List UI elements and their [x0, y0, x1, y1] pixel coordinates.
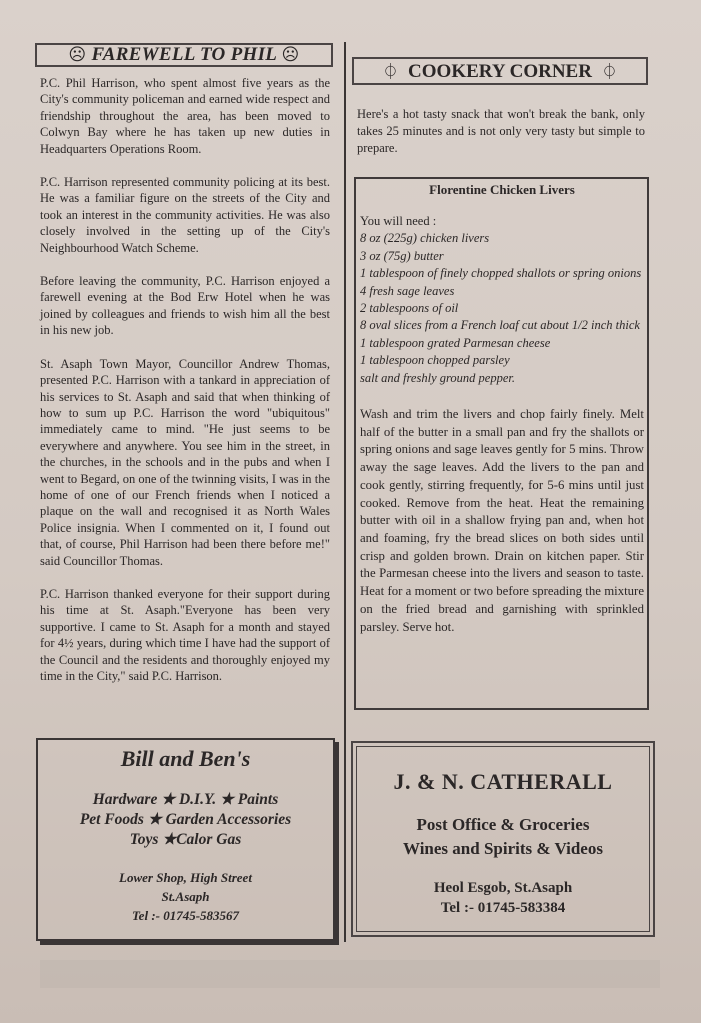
address-line: St.Asaph	[161, 889, 210, 904]
ingredient: 2 tablespoons of oil	[360, 301, 459, 316]
phone-line: Tel :- 01745-583384	[440, 900, 566, 916]
recipe-title: Florentine Chicken Livers	[429, 182, 575, 197]
service-line: Toys ★Calor Gas	[129, 831, 242, 848]
sad-face-icon: ☹	[281, 45, 300, 64]
ingredients-label: You will need :	[360, 214, 437, 228]
address-line: Heol Esgob, St.Asaph	[433, 880, 573, 896]
farewell-article	[40, 75, 330, 701]
ingredient: 8 oz (225g) chicken livers	[360, 231, 490, 246]
advert-services	[38, 790, 333, 850]
address-line: Lower Shop, High Street	[119, 870, 252, 885]
ingredient: 3 oz (75g) butter	[360, 248, 444, 263]
article-paragraph: P.C. Harrison represented community policing at its best. He was a familiar figure on the streets of the City and took an interest in the community activities. He was also closely involved in the setting up of the City's Neighbourhood Watch Scheme.	[40, 175, 330, 255]
cookery-heading	[352, 57, 648, 85]
ingredient: 1 tablespoon grated Parmesan cheese	[360, 335, 551, 350]
service-line: Pet Foods ★ Garden Accessories	[79, 811, 292, 828]
advert-bill-and-bens	[36, 738, 335, 941]
ingredient: 1 tablespoon chopped parsley	[360, 353, 510, 368]
service-line: Hardware ★ D.I.Y. ★ Paints	[92, 791, 279, 808]
advert-name: J. & N. CATHERALL	[393, 769, 613, 794]
sad-face-icon: ☹	[68, 45, 87, 64]
advert-address	[357, 878, 649, 918]
advert-services	[357, 813, 649, 861]
advert-address	[38, 868, 333, 925]
ingredient: 4 fresh sage leaves	[360, 283, 455, 298]
article-paragraph: St. Asaph Town Mayor, Councillor Andrew Thomas, presented P.C. Harrison with a tankard in appreciation of his services to St. Asaph and said that when thinking of how to sum up P.C. Harrison the word "ubiquitous" immediately came to mind. "He just seems to be everywhere and anywhere. You see him in the street, in the churches, in the schools and in the pubs and when I went to Begard, on one of the twinning visits, I was in the home of one of our French friends when I noticed a plaque on the wall and recognised it as North Wales Police insignia. When I commented on it, I found out that, of course, Phil Harrison had been there before me!" said Councillor Thomas.	[40, 356, 330, 568]
service-line: Post Office & Groceries	[416, 815, 590, 834]
ingredient: 8 oval slices from a French loaf cut about 1/2 inch thick	[360, 318, 640, 333]
service-line: Wines and Spirits & Videos	[403, 839, 603, 858]
recipe-box	[354, 177, 649, 710]
article-paragraph: P.C. Phil Harrison, who spent almost five years as the City's community policeman and earned wide respect and friendship throughout the area, has been moved to Colwyn Bay where he has taken up new duties in Headquarters Operations Room.	[40, 76, 330, 156]
phone-line: Tel :- 01745-583567	[131, 908, 240, 923]
cookery-intro: Here's a hot tasty snack that won't break the bank, only takes 25 minutes and is not only very tasty but simple to prepare.	[357, 107, 645, 155]
farewell-heading	[35, 43, 333, 67]
advert-inner-frame	[356, 746, 650, 932]
recipe-method: Wash and trim the livers and chop fairly finely. Melt half of the butter in a small pan and fry the shallots or spring onions and sage leaves gently for 5 mins. Throw away the sage leaves. Add the livers to the pan and cook gently, stirring frequently, for 5-6 mins until just cooked. Remove from the heat. Heat the remaining butter with oil in a shallow frying pan and, when hot and foaming, fry the bread slices on both sides until crisp and golden brown. Drain on kitchen paper. Stir the Parmesan cheese into the livers and season to taste. Heat for a moment or two before spreading the mixture on the fried bread and garnishing with sprinkled parsley. Serve hot.	[360, 407, 644, 634]
advert-name: Bill and Ben's	[120, 746, 251, 771]
cookery-title: COOKERY CORNER	[408, 61, 592, 82]
column-divider	[344, 42, 346, 942]
article-paragraph: P.C. Harrison thanked everyone for their support during his time at St. Asaph."Everyone has been very supportive. I came to St. Asaph for a month and stayed for 4½ years, during which time I have had the support of the Council and the residents and thoroughly enjoyed my time in the City," said P.C. Harrison.	[40, 586, 330, 683]
ingredients-list	[360, 230, 644, 387]
ingredient: 1 tablespoon of finely chopped shallots or spring onions	[360, 266, 642, 281]
farewell-title: FAREWELL TO PHIL	[91, 44, 277, 65]
ingredient: salt and freshly ground pepper.	[360, 370, 515, 385]
clock-icon: ⏀	[382, 64, 399, 81]
advert-catherall	[351, 741, 655, 937]
article-paragraph: Before leaving the community, P.C. Harrison enjoyed a farewell evening at the Bod Erw Hotel when he was joined by colleagues and friends to wish him all the best in his new job.	[40, 274, 330, 338]
clock-icon: ⏀	[601, 64, 618, 81]
show-through-shadow	[40, 960, 660, 988]
